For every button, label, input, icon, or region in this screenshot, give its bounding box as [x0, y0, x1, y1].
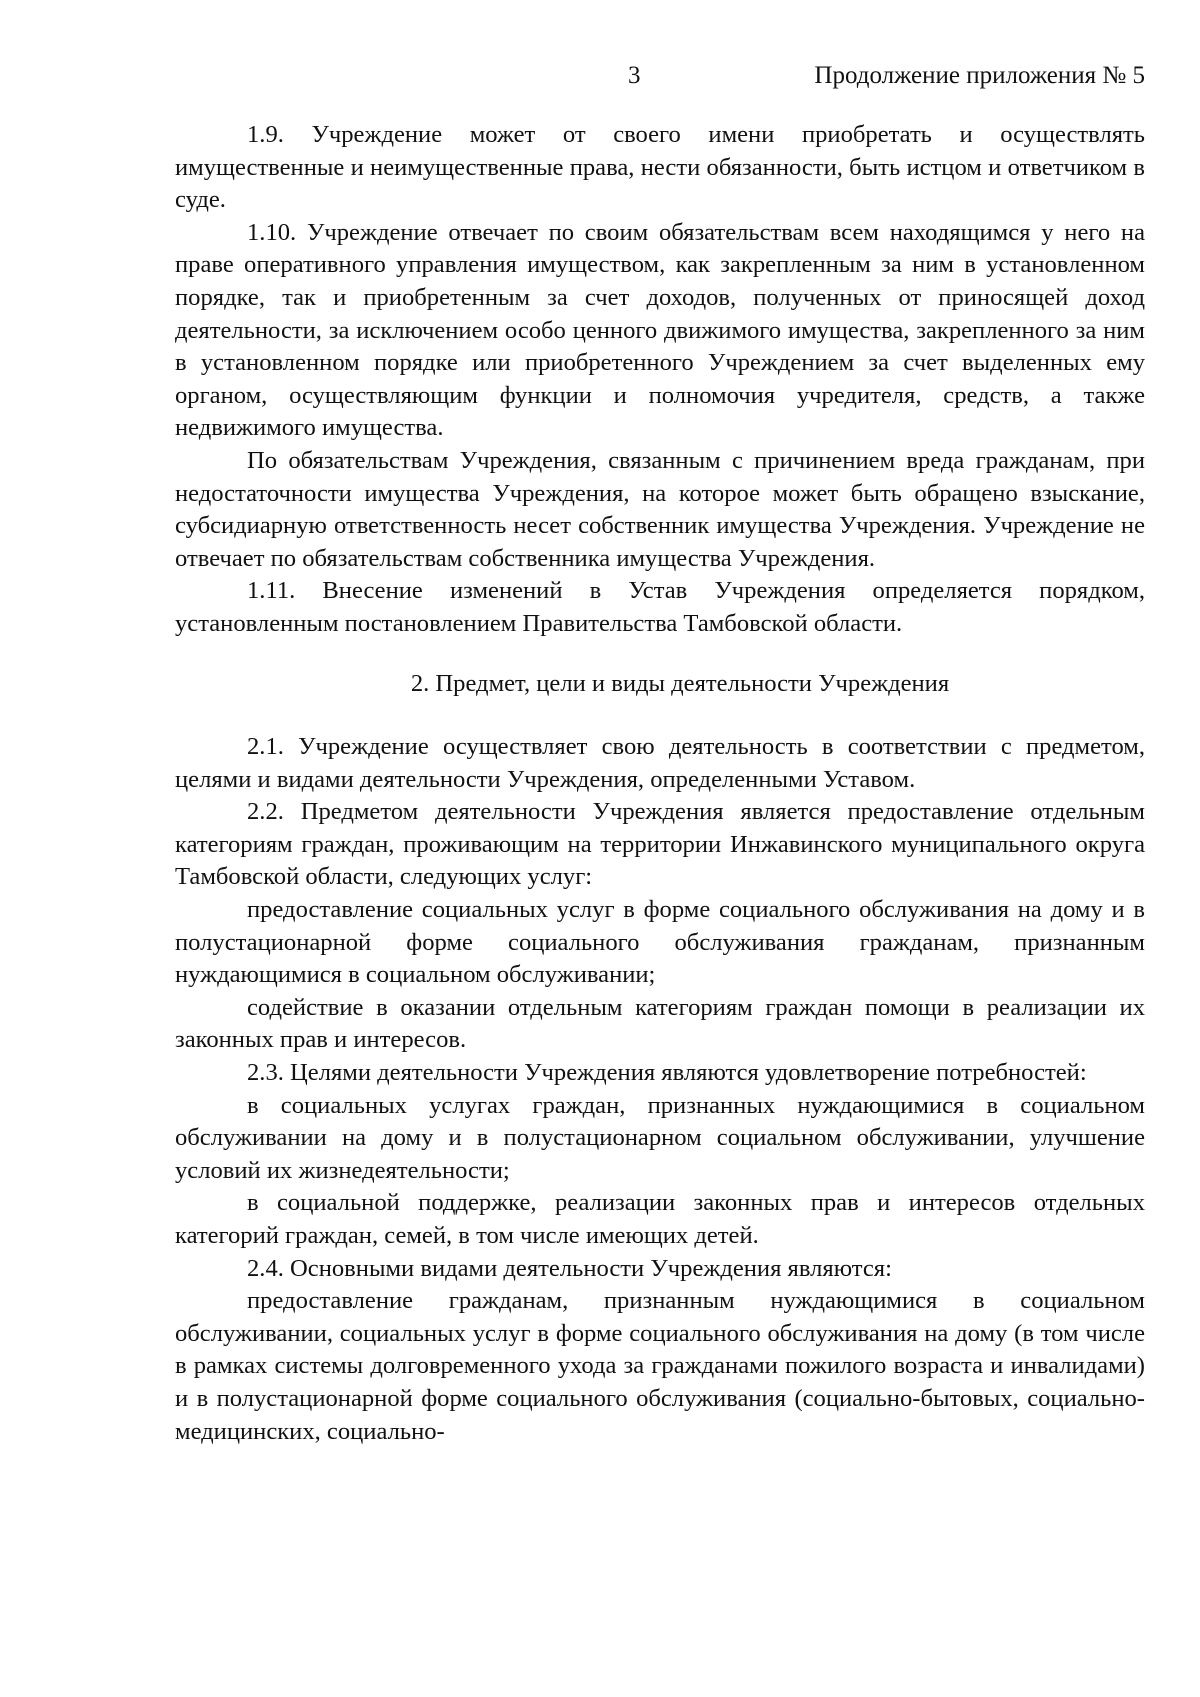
paragraph-2-2: 2.2. Предметом деятельности Учреждения является предоставление отдельным категориям граждан, проживающим на территории Инжавинского муниципального округа Тамбовской области, следующих услуг:: [175, 798, 1145, 891]
paragraph-2-2-item-1: предоставление социальных услуг в форме социального обслуживания на дому и в полустационарной форме социального обслуживания гражданам, признанным нуждающимися в социальном обслуживании;: [175, 896, 1145, 989]
page-header: [0, 58, 1200, 94]
paragraph-2-3-item-1: в социальных услугах граждан, признанных нуждающимися в социальном обслуживании на дому и в полустационарном социальном обслуживании, улучшение условий их жизнедеятельности;: [175, 1091, 1145, 1184]
paragraph-2-4-item-1: предоставление гражданам, признанным нуждающимися в социальном обслуживании, социальных услуг в форме социального обслуживания на дому (в том числе в рамках системы долговременного ухода за гражданами пожилого возраста и инвалидами) и в полустационарной форме социального обслуживания (социально-бытовых, социально-медицинских, социально-: [175, 1287, 1145, 1445]
paragraph-liability: По обязательствам Учреждения, связанным с причинением вреда гражданам, при недостаточности имущества Учреждения, на которое может быть обращено взыскание, субсидиарную ответственность несет собственник имущества Учреждения. Учреждение не отвечает по обязательствам собственника имущества Учреждения.: [175, 446, 1145, 572]
document-body: [175, 119, 1145, 1448]
paragraph-2-1: 2.1. Учреждение осуществляет свою деятельность в соответствии с предметом, целями и видами деятельности Учреждения, определенными Уставом.: [175, 733, 1145, 793]
paragraph-2-4: 2.4. Основными видами деятельности Учреждения являются:: [247, 1254, 892, 1282]
paragraph-1-9: 1.9. Учреждение может от своего имени приобретать и осуществлять имущественные и неимущественные права, нести обязанности, быть истцом и ответчиком в суде.: [175, 121, 1145, 214]
paragraph-1-10: 1.10. Учреждение отвечает по своим обязательствам всем находящимся у него на праве оперативного управления имуществом, как закрепленным за ним в установленном порядке, так и приобретенным за счет доходов, полученных от приносящей доход деятельности, за исключением особо ценного движимого имущества, закрепленного за ним в установленном порядке или приобретенного Учреждением за счет выделенных ему органом, осуществляющим функции и полномочия учредителя, средств, а также недвижимого имущества.: [175, 218, 1145, 442]
appendix-continuation-label: Продолжение приложения № 5: [814, 62, 1145, 89]
paragraph-2-3: 2.3. Целями деятельности Учреждения являются удовлетворение потребностей:: [247, 1059, 1087, 1087]
paragraph-1-11: 1.11. Внесение изменений в Устав Учреждения определяется порядком, установленным постановлением Правительства Тамбовской области.: [175, 577, 1145, 637]
paragraph-2-2-item-2: содействие в оказании отдельным категориям граждан помощи в реализации их законных прав и интересов.: [175, 993, 1145, 1054]
paragraph-2-3-item-2: в социальной поддержке, реализации законных прав и интересов отдельных категорий граждан, семей, в том числе имеющих детей.: [175, 1189, 1145, 1249]
section-heading-2: 2. Предмет, цели и виды деятельности Учреждения: [410, 669, 950, 697]
page-number: 3: [628, 62, 641, 89]
